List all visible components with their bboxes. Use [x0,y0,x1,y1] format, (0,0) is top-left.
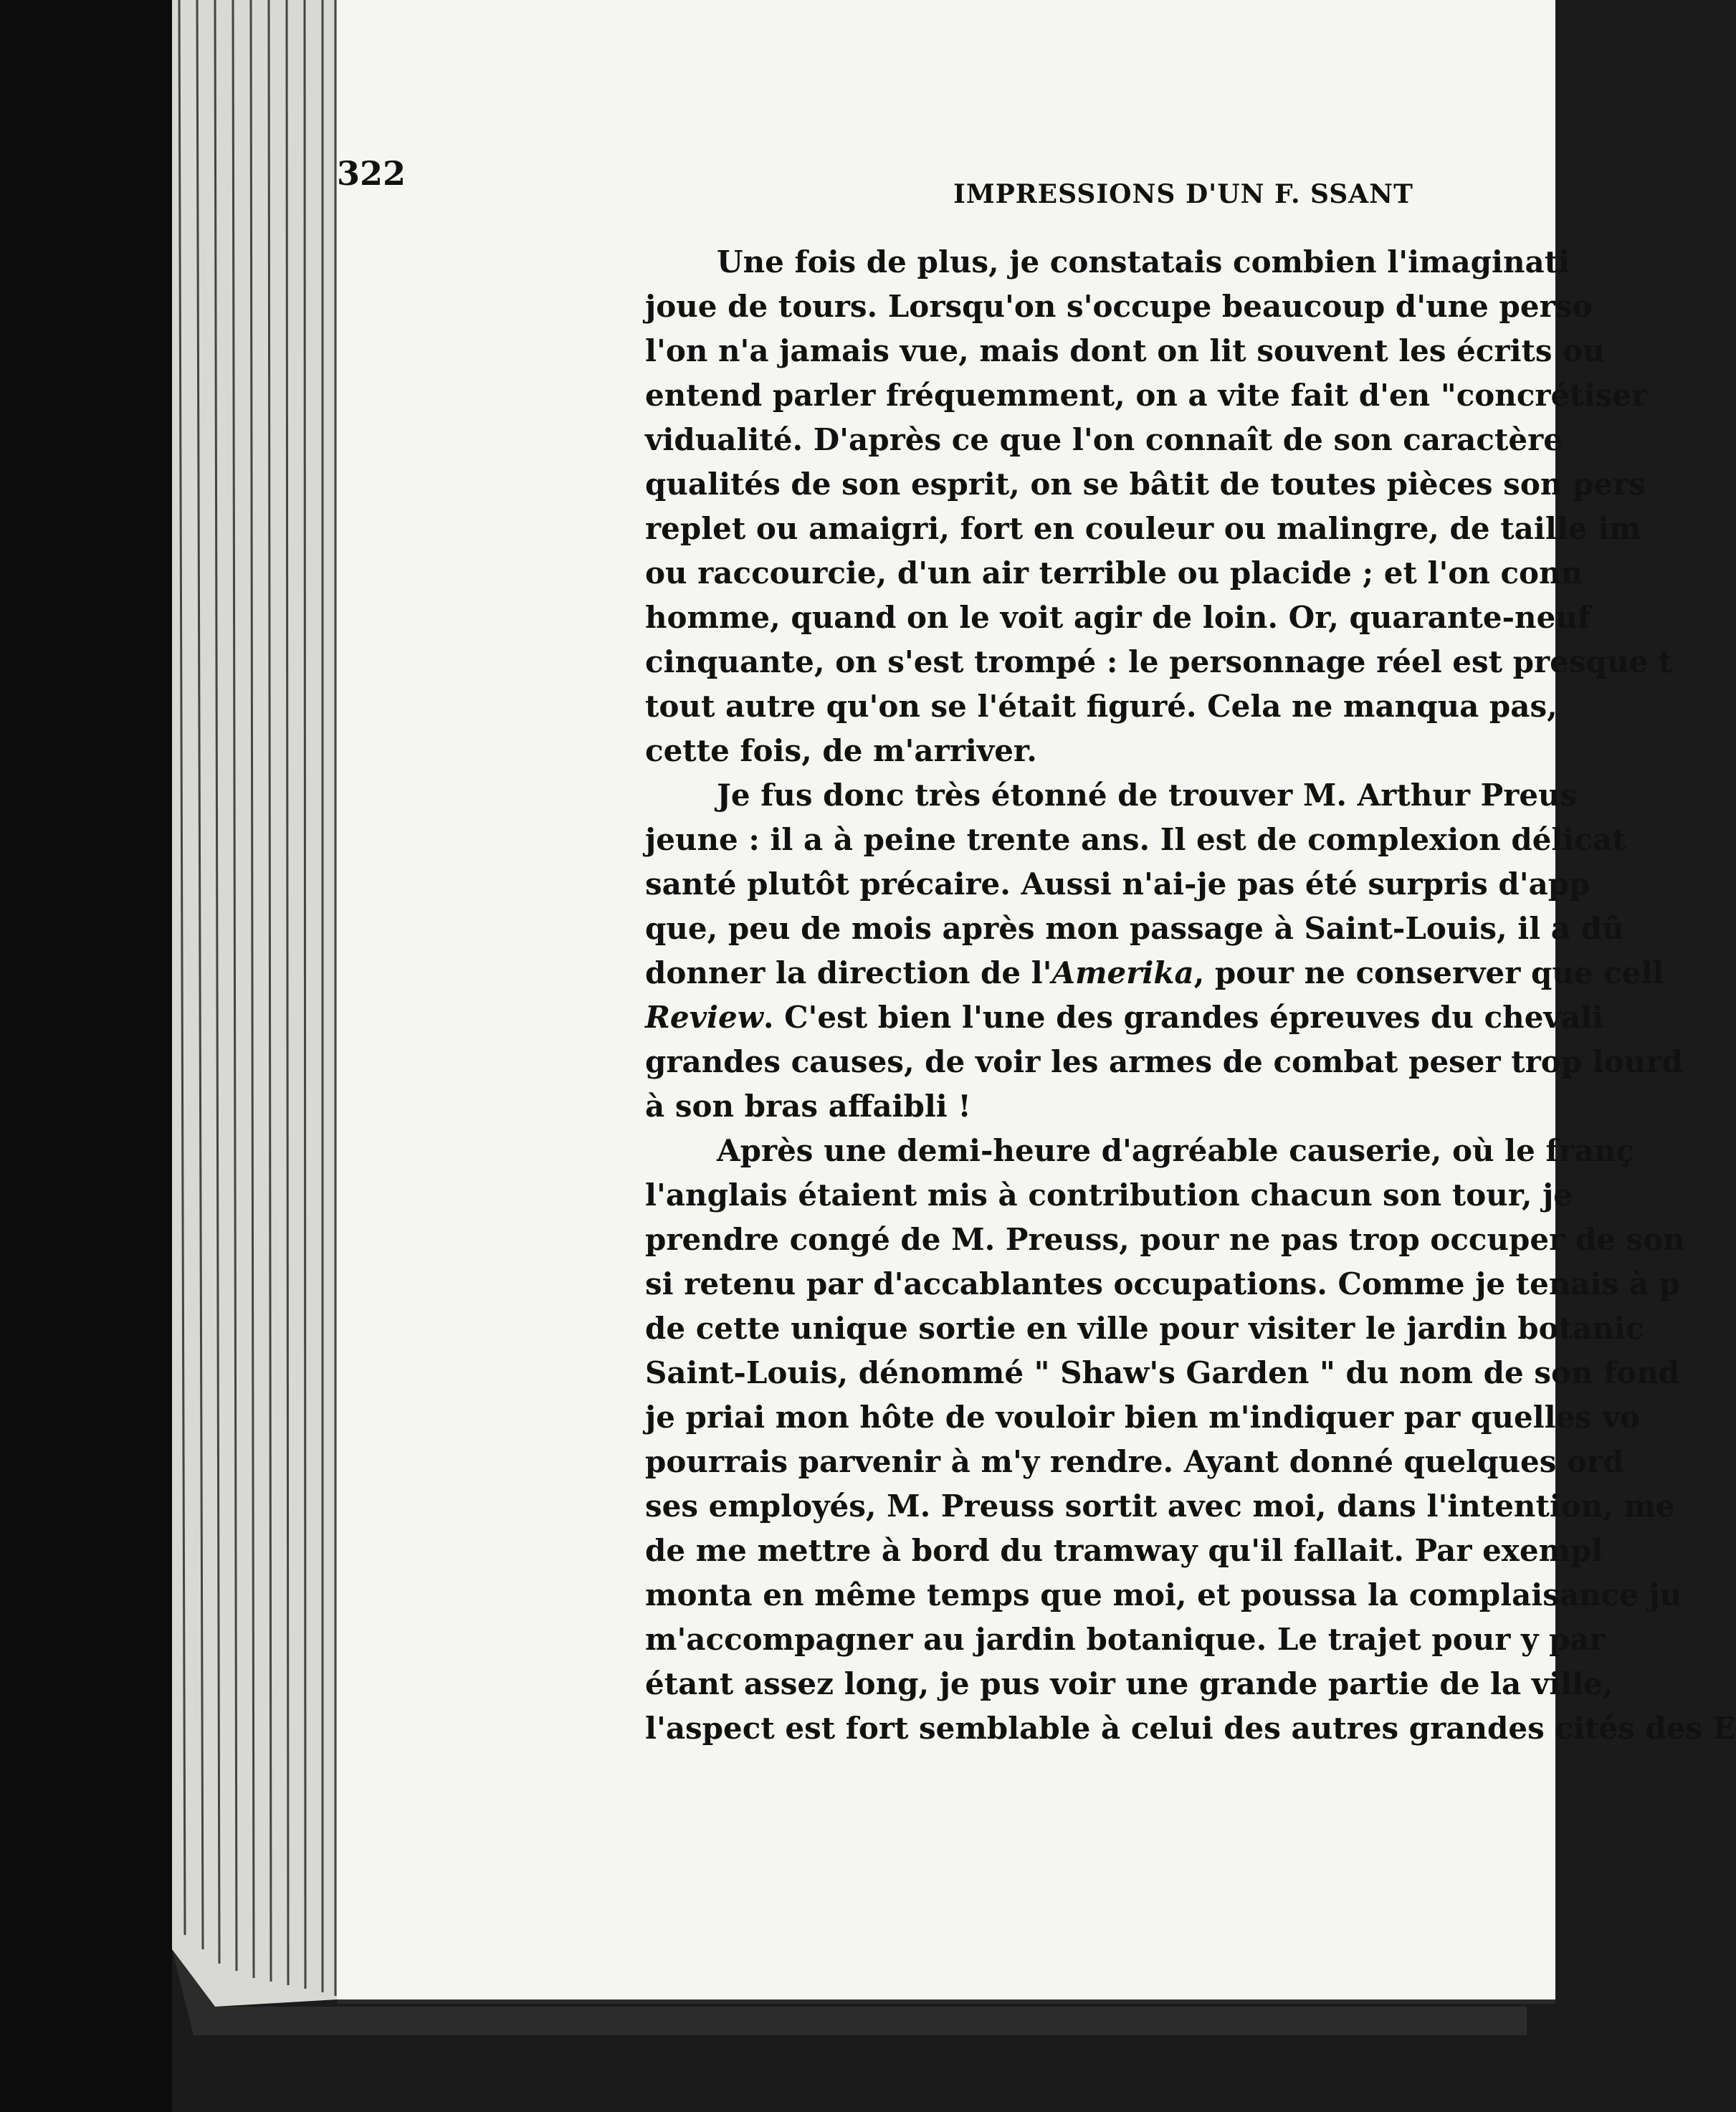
text-line: Une fois de plus, je constatais combien l'imaginati [717,244,1570,279]
text-line: santé plutôt précaire. Aussi n'ai-je pas été surpris d'app [645,866,1590,902]
page-number: 322 [337,154,406,193]
text-line: grandes causes, de voir les armes de combat peser trop lourd [645,1044,1683,1079]
text-line: joue de tours. Lorsqu'on s'occupe beaucoup d'une perso [645,289,1593,324]
text-line: l'aspect est fort semblable à celui des autres grandes cités des E [645,1711,1736,1746]
body-text [645,240,1736,1751]
text-line: Saint-Louis, dénommé " Shaw's Garden " du nom de son fond [645,1355,1680,1390]
text-line: jeune : il a à peine trente ans. Il est de complexion délicat [645,822,1626,857]
text-line: prendre congé de M. Preuss, pour ne pas trop occuper de son [645,1222,1685,1257]
text-line: je priai mon hôte de vouloir bien m'indiquer par quelles vo [645,1400,1640,1435]
text-line: cette fois, de m'arriver. [645,733,1037,768]
text-line: cinquante, on s'est trompé : le personnage réel est presque t [645,644,1673,679]
paragraph [645,1129,1736,1751]
text-line: Après une demi-heure d'agréable causerie, où le franç [717,1133,1634,1168]
text-line: entend parler fréquemment, on a vite fait d'en "concrétiser [645,378,1648,413]
text-line: que, peu de mois après mon passage à Saint-Louis, il a dû [645,911,1624,946]
text-line: Je fus donc très étonné de trouver M. Arthur Preus [717,778,1578,813]
text-line: à son bras affaibli ! [645,1089,971,1124]
text-line: ou raccourcie, d'un air terrible ou placide ; et l'on conn [645,555,1583,591]
paragraph [645,240,1673,773]
text-line: ses employés, M. Preuss sortit avec moi, dans l'intention, me [645,1489,1675,1524]
text-line: monta en même temps que moi, et poussa la complaisance ju [645,1577,1682,1612]
text-line: si retenu par d'accablantes occupations. Comme je tenais à p [645,1266,1681,1301]
text-line: étant assez long, je pus voir une grande partie de la ville, [645,1666,1613,1701]
text-line: vidualité. D'après ce que l'on connaît de son caractère [645,422,1563,457]
text-line: tout autre qu'on se l'était figuré. Cela ne manqua pas, [645,689,1558,724]
text-line: homme, quand on le voit agir de loin. Or, quarante-neuf [645,600,1590,635]
text-line: de me mettre à bord du tramway qu'il fallait. Par exempl [645,1533,1603,1568]
text-line: qualités de son esprit, on se bâtit de toutes pièces son pers [645,467,1646,502]
text-line: replet ou amaigri, fort en couleur ou malingre, de taille im [645,511,1641,546]
text-line: l'on n'a jamais vue, mais dont on lit souvent les écrits ou [645,333,1605,368]
text-line: Review. C'est bien l'une des grandes épreuves du chevali [645,1000,1603,1035]
text-line: pourrais parvenir à m'y rendre. Ayant donné quelques ord [645,1444,1624,1479]
paragraph [645,773,1683,1129]
running-head: IMPRESSIONS D'UN F. SSANT [953,179,1413,209]
text-line: m'accompagner au jardin botanique. Le trajet pour y par [645,1622,1606,1657]
text-line: donner la direction de l'Amerika, pour ne conserver que cell [645,955,1664,990]
text-line: de cette unique sortie en ville pour visiter le jardin botanic [645,1311,1644,1346]
text-line: l'anglais étaient mis à contribution chacun son tour, je [645,1177,1573,1213]
